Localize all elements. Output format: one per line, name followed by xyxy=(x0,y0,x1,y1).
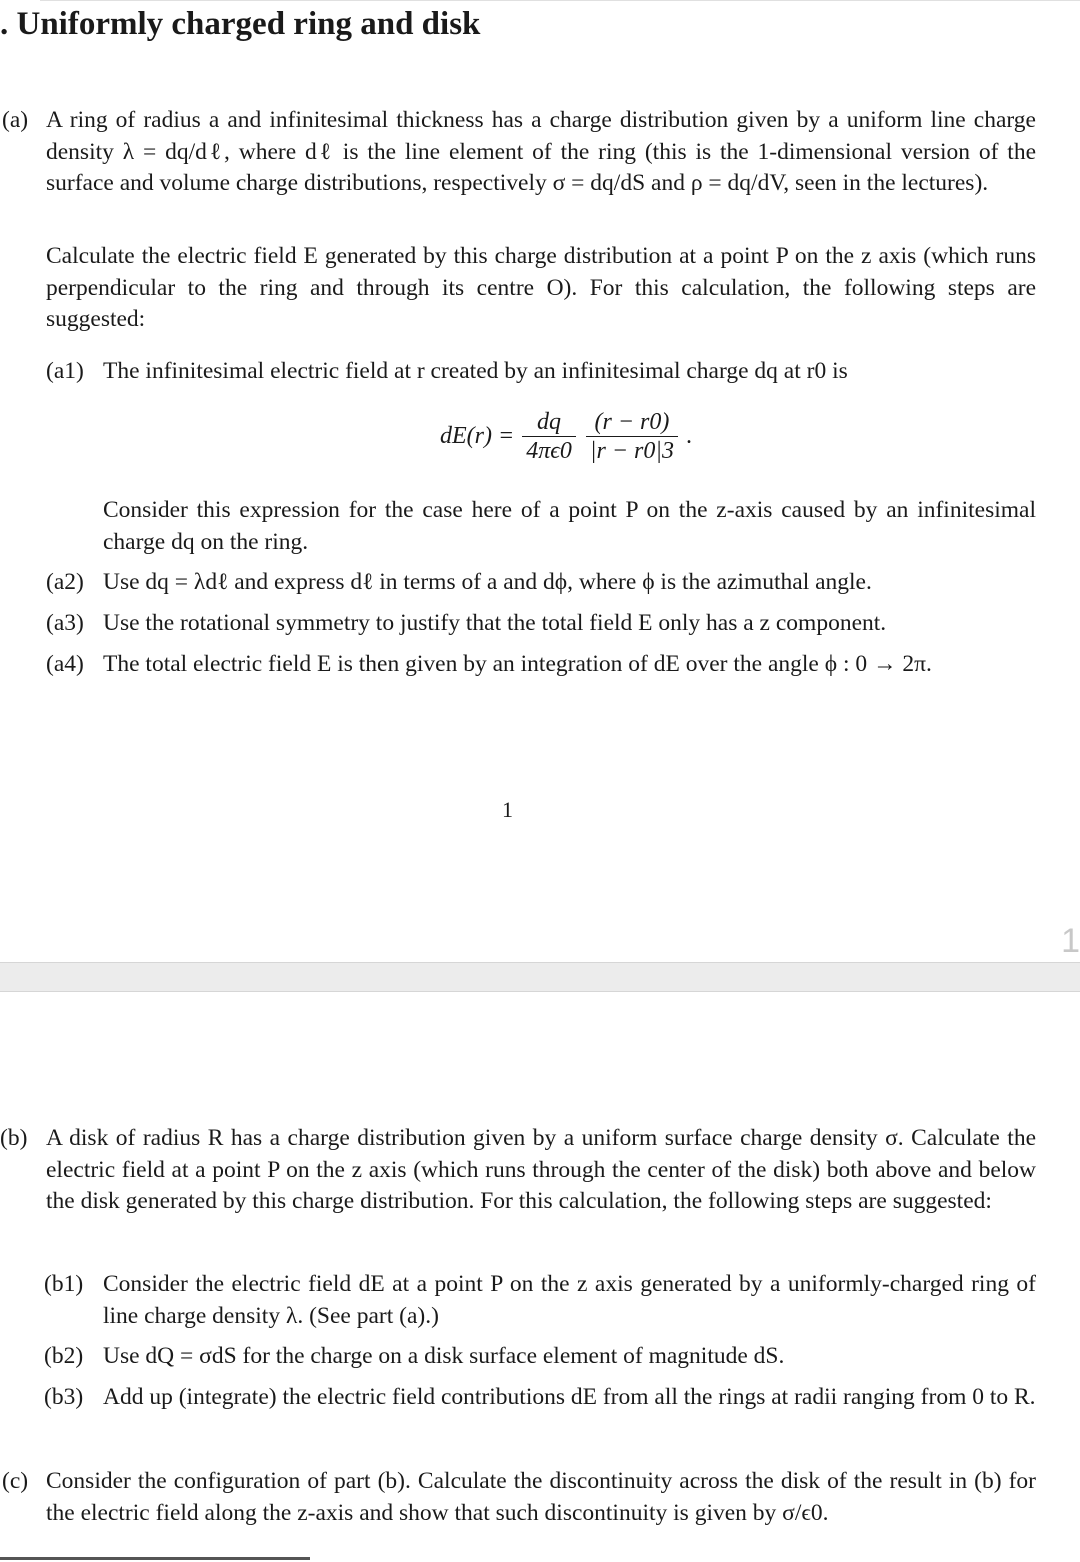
equation-den-left: 4πϵ0 xyxy=(526,438,572,464)
part-c-label: (c) xyxy=(2,1468,29,1494)
step-a1-followup: Consider this expression for the case here of a point P on the z-axis caused by an infinitesimal charge dq on the ring. xyxy=(103,497,1036,555)
step-a2-text: Use dq = λdℓ and express dℓ in terms of a and dϕ, where ϕ is the azimuthal angle. xyxy=(103,569,872,595)
equation-num-left: dq xyxy=(522,408,576,437)
part-a-intro: A ring of radius a and infinitesimal thickness has a charge distribution given by a uniform line charge density λ = dq/dℓ, where dℓ is the line element of the ring (this is the 1-dimensional version of the surface and volume charge distributions, respectively σ = dq/dS and ρ = dq/dV, seen in the lectures). xyxy=(46,107,1036,196)
step-b1-text: Consider the electric field dE at a point P on the z axis generated by a uniformly-charged ring of line charge density λ. (See part (a).) xyxy=(103,1271,1036,1329)
equation-den-right: |r − r0|3 xyxy=(589,438,674,464)
field-equation xyxy=(440,408,740,468)
page-separator xyxy=(0,962,1080,992)
step-b2-text: Use dQ = σdS for the charge on a disk surface element of magnitude dS. xyxy=(103,1343,785,1369)
step-b1-label: (b1) xyxy=(44,1271,84,1297)
page-2 xyxy=(0,992,1080,1562)
step-b2-label: (b2) xyxy=(44,1343,84,1369)
part-b-intro: A disk of radius R has a charge distribution given by a uniform surface charge density σ. Calculate the electric field at a point P on the z axis (which runs through the center of the disk) both above and below the disk generated by this charge distribution. For this calculation, the following steps are suggested: xyxy=(46,1125,1036,1214)
part-c-text: Consider the configuration of part (b). Calculate the discontinuity across the disk of the result in (b) for the electric field along the z-axis and show that such discontinuity is given by σ/ϵ0. xyxy=(46,1468,1036,1526)
step-a2-label: (a2) xyxy=(46,569,84,595)
step-a1-text: The infinitesimal electric field at r created by an infinitesimal charge dq at r0 is xyxy=(103,358,848,384)
page-number: 1 xyxy=(502,797,513,822)
equation-num-right: (r − r0) xyxy=(586,408,678,437)
next-page-number-edge: 1 xyxy=(1061,922,1080,960)
step-a4-text: The total electric field E is then given by an integration of dE over the angle ϕ : 0 → 2π. xyxy=(103,651,932,677)
bottom-rule xyxy=(0,1557,310,1560)
step-b3-text: Add up (integrate) the electric field contributions dE from all the rings at radii ranging from 0 to R. xyxy=(103,1384,1036,1410)
step-a4-label: (a4) xyxy=(46,651,84,677)
part-a-task: Calculate the electric field E generated by this charge distribution at a point P on the z axis (which runs perpendicular to the ring and through its centre O). For this calculation, the following steps are suggested: xyxy=(46,243,1036,332)
step-a3-label: (a3) xyxy=(46,610,84,636)
equation-lhs: dE(r) = xyxy=(440,423,515,449)
part-b-label: (b) xyxy=(0,1125,28,1151)
equation-period: . xyxy=(685,423,692,449)
equation-fraction-right xyxy=(586,408,678,465)
part-a-label: (a) xyxy=(2,107,29,133)
section-title: . Uniformly charged ring and disk xyxy=(0,6,481,42)
step-a3-text: Use the rotational symmetry to justify that the total field E only has a z component. xyxy=(103,610,887,636)
page-top-rule xyxy=(40,0,1080,1)
equation-fraction-left xyxy=(522,408,576,465)
step-a1-label: (a1) xyxy=(46,358,84,384)
step-b3-label: (b3) xyxy=(44,1384,84,1410)
